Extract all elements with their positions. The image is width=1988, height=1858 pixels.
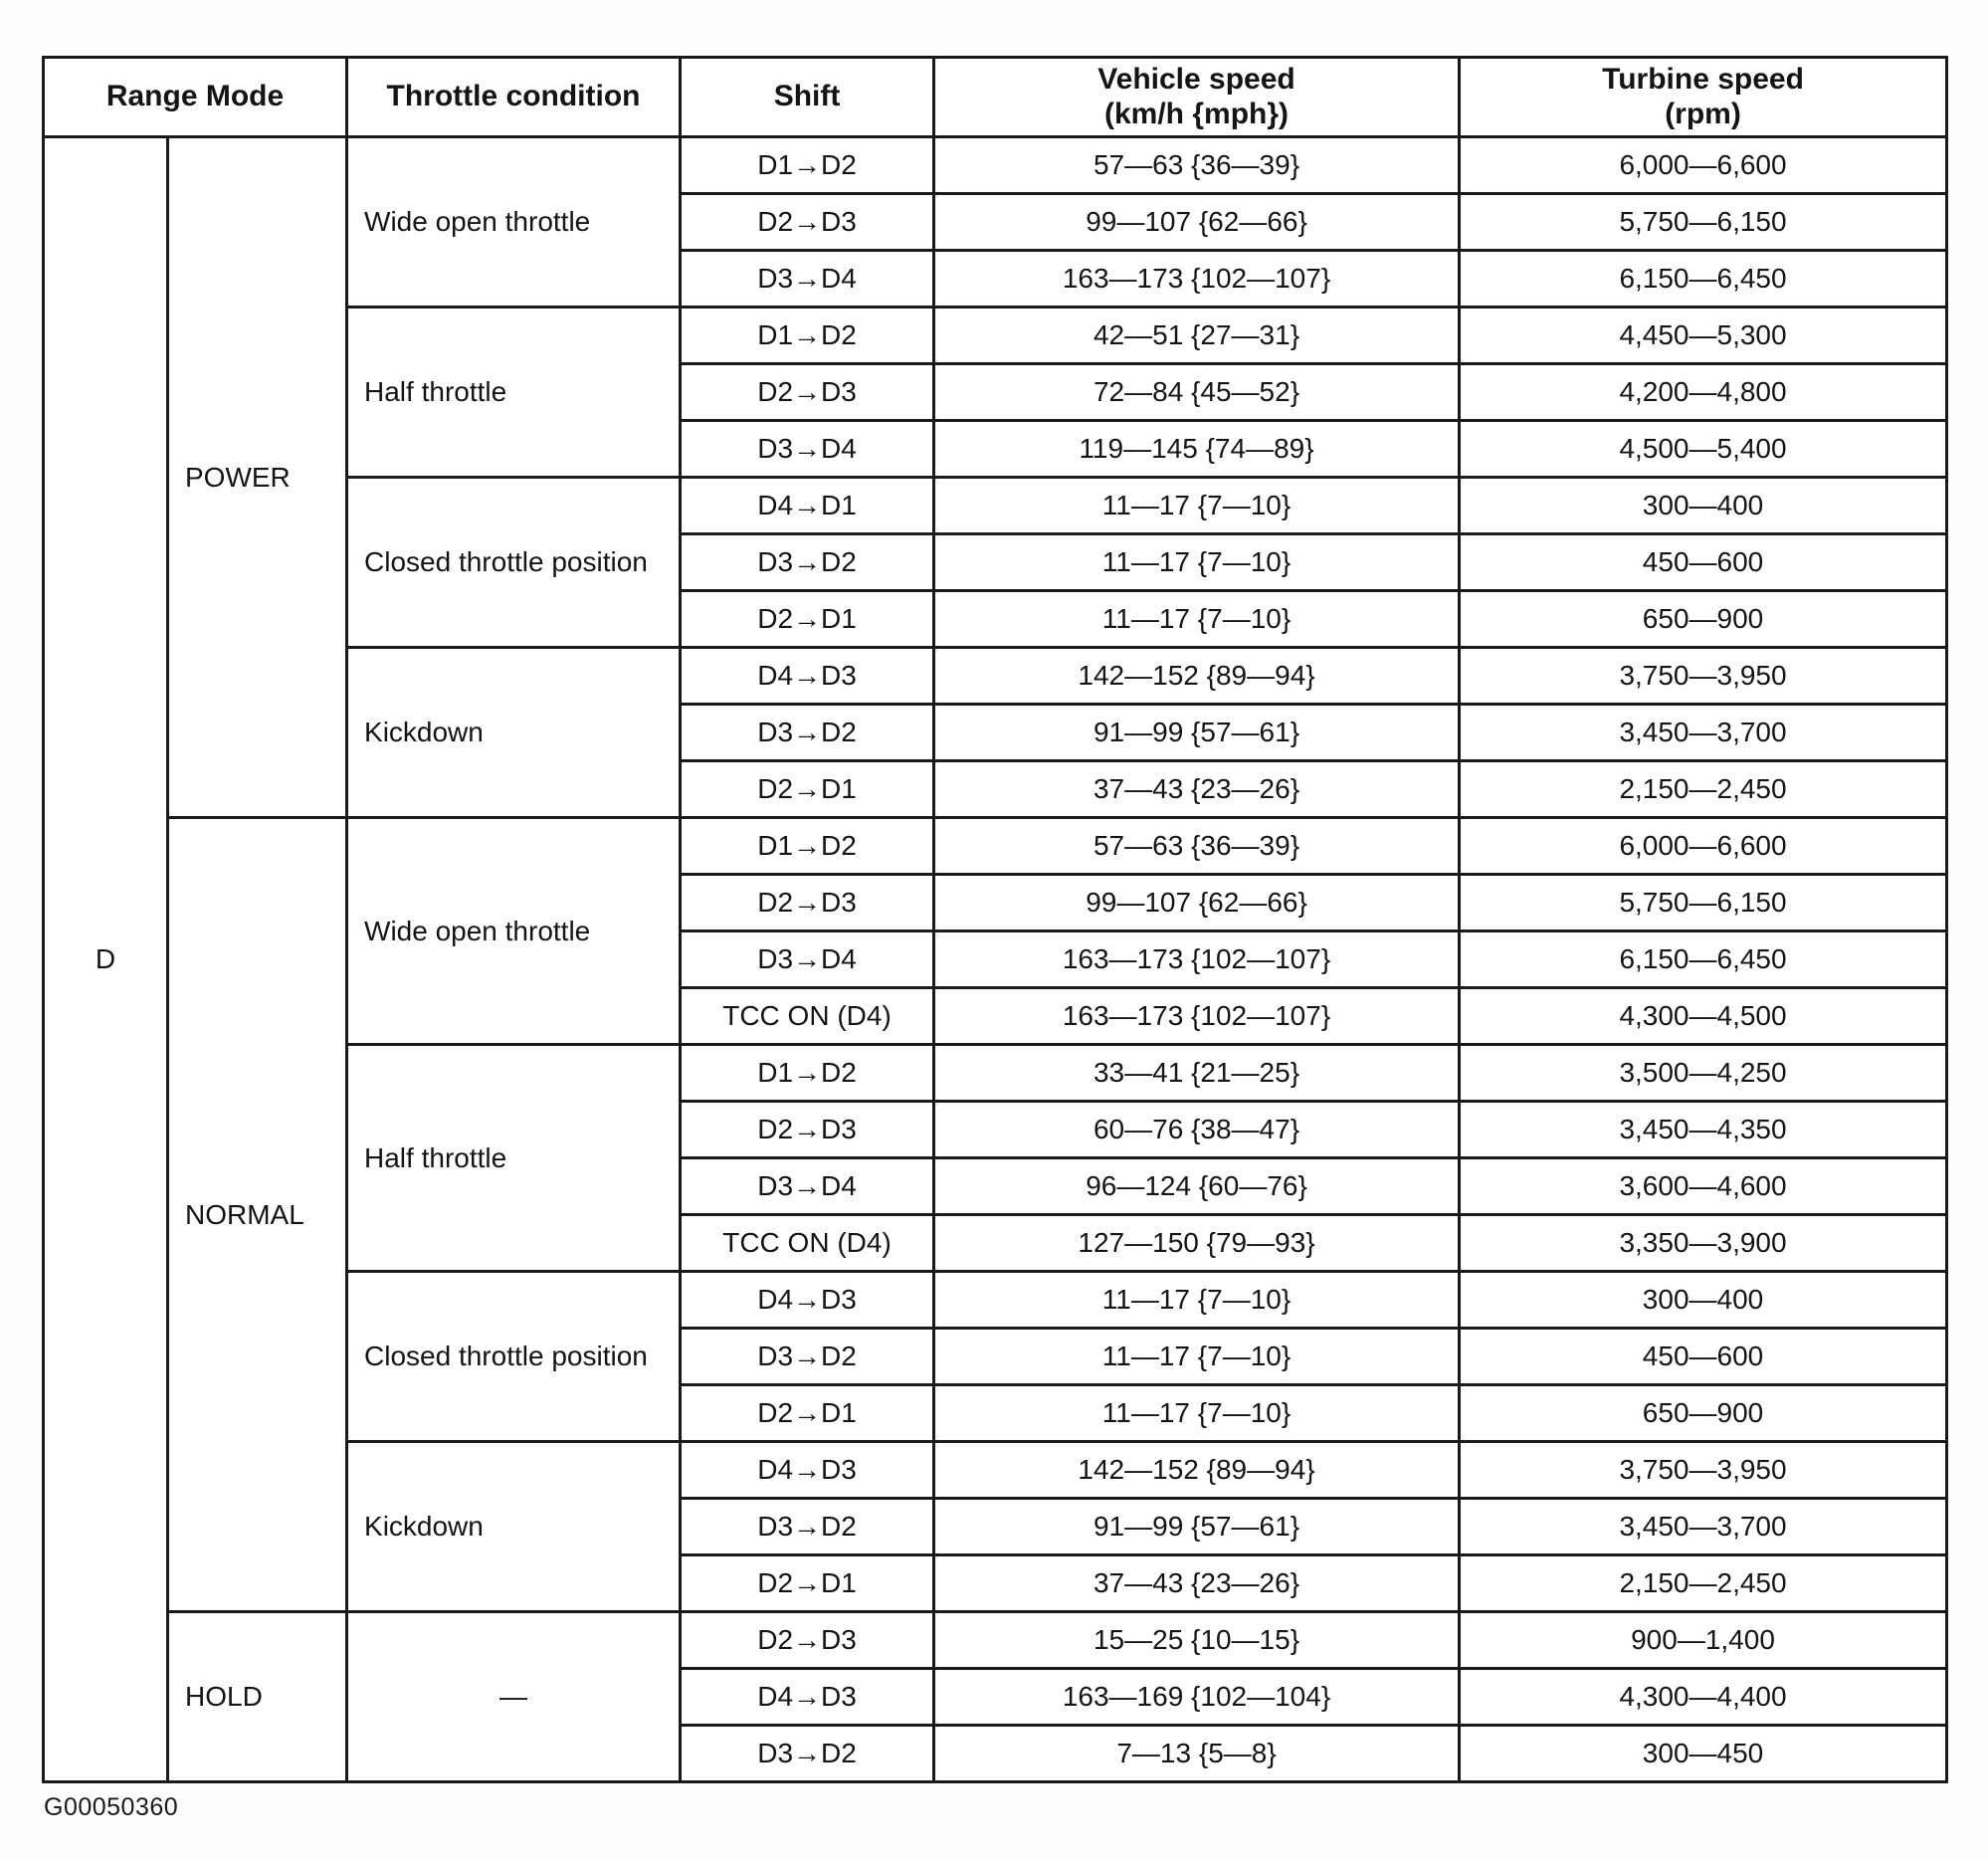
shift-cell: D4→D3: [681, 648, 934, 705]
vehicle-speed-cell: 142—152 {89—94}: [934, 648, 1460, 705]
turbine-speed-cell: 450—600: [1460, 1329, 1947, 1385]
throttle-condition-cell: Wide open throttle: [347, 137, 681, 308]
vehicle-speed-cell: 91—99 {57—61}: [934, 705, 1460, 761]
header-turbine-speed-line2: (rpm): [1665, 97, 1741, 130]
shift-cell: D4→D3: [681, 1669, 934, 1726]
vehicle-speed-cell: 11—17 {7—10}: [934, 591, 1460, 648]
vehicle-speed-cell: 99—107 {62—66}: [934, 194, 1460, 251]
vehicle-speed-cell: 37—43 {23—26}: [934, 1555, 1460, 1612]
turbine-speed-cell: 2,150—2,450: [1460, 1555, 1947, 1612]
vehicle-speed-cell: 42—51 {27—31}: [934, 308, 1460, 364]
mode-cell: HOLD: [168, 1612, 347, 1782]
shift-cell: D4→D3: [681, 1272, 934, 1329]
vehicle-speed-cell: 60—76 {38—47}: [934, 1102, 1460, 1158]
header-row: [44, 58, 1947, 137]
turbine-speed-cell: 4,500—5,400: [1460, 421, 1947, 478]
table-row: [44, 137, 1947, 194]
throttle-condition-cell: Closed throttle position: [347, 1272, 681, 1442]
shift-cell: D2→D1: [681, 761, 934, 818]
shift-cell: D2→D3: [681, 1102, 934, 1158]
table-body: [44, 137, 1947, 1782]
shift-cell: D4→D1: [681, 478, 934, 534]
vehicle-speed-cell: 37—43 {23—26}: [934, 761, 1460, 818]
vehicle-speed-cell: 127—150 {79—93}: [934, 1215, 1460, 1272]
shift-cell: D3→D4: [681, 1158, 934, 1215]
shift-cell: D2→D3: [681, 875, 934, 931]
header-turbine-speed: [1460, 58, 1947, 137]
shift-cell: D2→D3: [681, 1612, 934, 1669]
table-row: [44, 1612, 1947, 1669]
table-row: [44, 818, 1947, 875]
vehicle-speed-cell: 163—173 {102—107}: [934, 931, 1460, 988]
shift-cell: D4→D3: [681, 1442, 934, 1499]
shift-cell: D1→D2: [681, 1045, 934, 1102]
vehicle-speed-cell: 7—13 {5—8}: [934, 1726, 1460, 1782]
vehicle-speed-cell: 96—124 {60—76}: [934, 1158, 1460, 1215]
header-shift: [681, 58, 934, 137]
vehicle-speed-cell: 33—41 {21—25}: [934, 1045, 1460, 1102]
vehicle-speed-cell: 163—173 {102—107}: [934, 988, 1460, 1045]
turbine-speed-cell: 3,750—3,950: [1460, 1442, 1947, 1499]
shift-cell: D2→D1: [681, 1385, 934, 1442]
turbine-speed-cell: 300—400: [1460, 478, 1947, 534]
turbine-speed-cell: 6,150—6,450: [1460, 931, 1947, 988]
turbine-speed-cell: 650—900: [1460, 591, 1947, 648]
vehicle-speed-cell: 57—63 {36—39}: [934, 818, 1460, 875]
shift-speed-table: [42, 56, 1948, 1783]
turbine-speed-cell: 3,450—3,700: [1460, 705, 1947, 761]
turbine-speed-cell: 3,450—4,350: [1460, 1102, 1947, 1158]
header-throttle-condition-label: Throttle condition: [386, 80, 641, 113]
figure-id-caption: G00050360: [44, 1793, 179, 1821]
vehicle-speed-cell: 91—99 {57—61}: [934, 1499, 1460, 1555]
vehicle-speed-cell: 11—17 {7—10}: [934, 1385, 1460, 1442]
shift-cell: TCC ON (D4): [681, 1215, 934, 1272]
vehicle-speed-cell: 163—173 {102—107}: [934, 251, 1460, 308]
turbine-speed-cell: 4,300—4,500: [1460, 988, 1947, 1045]
throttle-condition-cell: Kickdown: [347, 648, 681, 818]
vehicle-speed-cell: 15—25 {10—15}: [934, 1612, 1460, 1669]
throttle-condition-cell: Kickdown: [347, 1442, 681, 1612]
turbine-speed-cell: 4,200—4,800: [1460, 364, 1947, 421]
turbine-speed-cell: 300—450: [1460, 1726, 1947, 1782]
shift-cell: D1→D2: [681, 137, 934, 194]
vehicle-speed-cell: 11—17 {7—10}: [934, 534, 1460, 591]
shift-cell: D2→D3: [681, 194, 934, 251]
vehicle-speed-cell: 57—63 {36—39}: [934, 137, 1460, 194]
turbine-speed-cell: 6,150—6,450: [1460, 251, 1947, 308]
vehicle-speed-cell: 119—145 {74—89}: [934, 421, 1460, 478]
turbine-speed-cell: 450—600: [1460, 534, 1947, 591]
vehicle-speed-cell: 163—169 {102—104}: [934, 1669, 1460, 1726]
header-shift-label: Shift: [773, 80, 841, 113]
turbine-speed-cell: 6,000—6,600: [1460, 137, 1947, 194]
shift-cell: D3→D2: [681, 1726, 934, 1782]
throttle-condition-cell: Closed throttle position: [347, 478, 681, 648]
shift-cell: D2→D1: [681, 591, 934, 648]
header-vehicle-speed: [934, 58, 1460, 137]
header-vehicle-speed-line1: Vehicle speed: [1097, 63, 1295, 96]
shift-cell: D2→D3: [681, 364, 934, 421]
turbine-speed-cell: 2,150—2,450: [1460, 761, 1947, 818]
shift-cell: D3→D2: [681, 1329, 934, 1385]
turbine-speed-cell: 6,000—6,600: [1460, 818, 1947, 875]
turbine-speed-cell: 4,300—4,400: [1460, 1669, 1947, 1726]
turbine-speed-cell: 3,600—4,600: [1460, 1158, 1947, 1215]
header-throttle-condition: [347, 58, 681, 137]
range-cell: D: [44, 137, 168, 1782]
vehicle-speed-cell: 142—152 {89—94}: [934, 1442, 1460, 1499]
mode-cell: POWER: [168, 137, 347, 818]
turbine-speed-cell: 650—900: [1460, 1385, 1947, 1442]
vehicle-speed-cell: 11—17 {7—10}: [934, 1329, 1460, 1385]
shift-cell: D3→D4: [681, 931, 934, 988]
mode-cell: NORMAL: [168, 818, 347, 1612]
shift-cell: D3→D2: [681, 1499, 934, 1555]
turbine-speed-cell: 3,500—4,250: [1460, 1045, 1947, 1102]
turbine-speed-cell: 4,450—5,300: [1460, 308, 1947, 364]
turbine-speed-cell: 3,350—3,900: [1460, 1215, 1947, 1272]
throttle-condition-cell: Half throttle: [347, 1045, 681, 1272]
shift-cell: D3→D2: [681, 705, 934, 761]
header-range-mode-label: Range Mode: [105, 80, 285, 113]
shift-cell: D3→D4: [681, 251, 934, 308]
vehicle-speed-cell: 99—107 {62—66}: [934, 875, 1460, 931]
turbine-speed-cell: 5,750—6,150: [1460, 194, 1947, 251]
header-turbine-speed-line1: Turbine speed: [1602, 63, 1804, 96]
header-range-mode: [44, 58, 347, 137]
turbine-speed-cell: 5,750—6,150: [1460, 875, 1947, 931]
shift-cell: D2→D1: [681, 1555, 934, 1612]
shift-cell: D3→D4: [681, 421, 934, 478]
turbine-speed-cell: 3,450—3,700: [1460, 1499, 1947, 1555]
shift-cell: D1→D2: [681, 308, 934, 364]
shift-cell: D1→D2: [681, 818, 934, 875]
turbine-speed-cell: 300—400: [1460, 1272, 1947, 1329]
shift-cell: D3→D2: [681, 534, 934, 591]
vehicle-speed-cell: 11—17 {7—10}: [934, 478, 1460, 534]
turbine-speed-cell: 3,750—3,950: [1460, 648, 1947, 705]
header-vehicle-speed-line2: (km/h {mph}): [1104, 97, 1290, 130]
throttle-condition-cell: Half throttle: [347, 308, 681, 478]
throttle-condition-cell: Wide open throttle: [347, 818, 681, 1045]
turbine-speed-cell: 900—1,400: [1460, 1612, 1947, 1669]
vehicle-speed-cell: 11—17 {7—10}: [934, 1272, 1460, 1329]
vehicle-speed-cell: 72—84 {45—52}: [934, 364, 1460, 421]
throttle-condition-cell: —: [347, 1612, 681, 1782]
shift-cell: TCC ON (D4): [681, 988, 934, 1045]
